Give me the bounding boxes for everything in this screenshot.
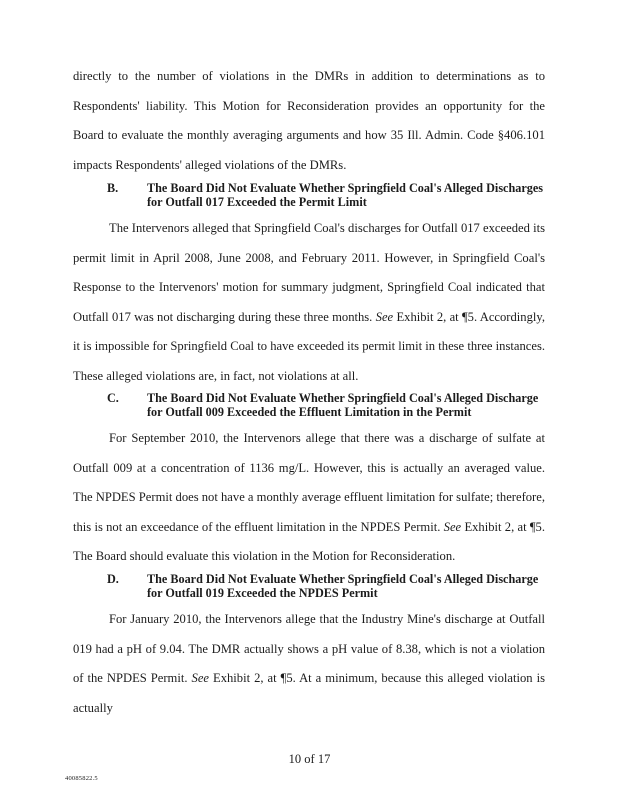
paragraph-4 [73,605,545,723]
paragraph-3 [73,424,545,572]
section-c-title: The Board Did Not Evaluate Whether Springfield Coal's Alleged Discharge for Outfall 009 Exceeded the Effluent Limitation in the Permit [147,391,539,419]
paragraph-3-see: See [443,519,462,534]
paragraph-4-text-before: For January 2010, the Intervenors allege that the Industry Mine's discharge at Outfall 019 had a pH of 9.04. The DMR actually shows a pH value of 8.38, which is not a violation of the NPDES Permit. [73,612,545,686]
paragraph-2-text-before: The Intervenors alleged that Springfield Coal's discharges for Outfall 017 exceeded its permit limit in April 2008, June 2008, and February 2011. However, in Springfield Coal's Response to the Intervenors' motion for summary judgment, Springfield Coal indicated that Outfall 017 was not discharging during these three months. [73,221,545,324]
section-c-letter: C. [107,391,119,405]
paragraph-2-see: See [375,309,394,324]
section-b-title: The Board Did Not Evaluate Whether Springfield Coal's Alleged Discharges for Outfall 017 Exceeded the Permit Limit [147,181,543,209]
paragraph-3-text-before: For September 2010, the Intervenors allege that there was a discharge of sulfate at Outfall 009 at a concentration of 1136 mg/L. However, this is actually an averaged value. The NPDES Permit does not have a monthly average effluent limitation for sulfate; therefore, this is not an exceedance of the effluent limitation in the NPDES Permit. [73,431,545,534]
paragraph-2 [73,214,545,392]
paragraph-1 [73,62,545,180]
paragraph-3-text-after: Exhibit 2, at ¶5. The Board should evaluate this violation in the Motion for Reconsideration. [73,519,546,564]
section-d-letter: D. [107,572,119,586]
page-number: 10 of 17 [288,752,331,766]
paragraph-2-text-after: Exhibit 2, at ¶5. Accordingly, it is impossible for Springfield Coal to have exceeded its permit limit in these three instances. These alleged violations are, in fact, not violations at all. [73,309,546,383]
paragraph-4-see: See [191,671,209,686]
section-d-title: The Board Did Not Evaluate Whether Springfield Coal's Alleged Discharge for Outfall 019 Exceeded the NPDES Permit [147,572,539,600]
paragraph-4-text-after: Exhibit 2, at ¶5. At a minimum, because this alleged violation is actually [73,671,545,715]
paragraph-1-text: directly to the number of violations in the DMRs in addition to determinations as to Respondents' liability. This Motion for Reconsideration provides an opportunity for the Board to evaluate the monthly averaging arguments and how 35 Ill. Admin. Code §406.101 impacts Respondents' alleged violations of the DMRs. [73,69,545,172]
section-b-letter: B. [107,181,119,195]
document-id: 40085822.5 [65,775,98,782]
